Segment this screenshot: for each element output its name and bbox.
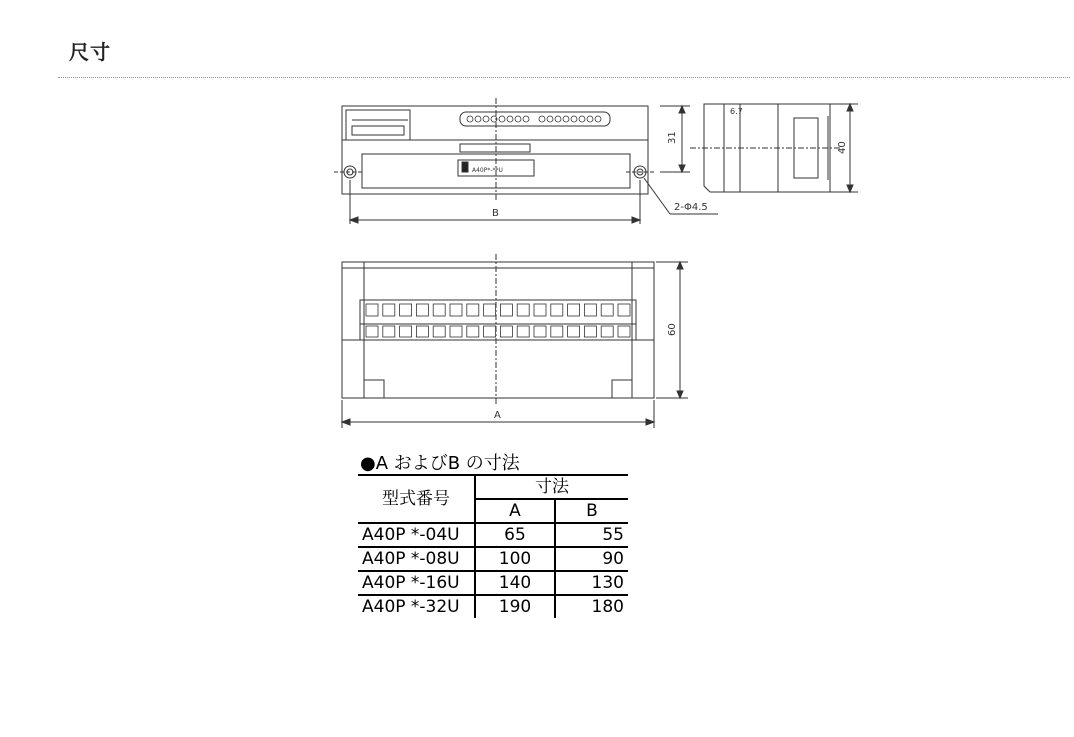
- bottom-view-terminals: [360, 300, 636, 340]
- cell-model: A40P *-16U: [358, 571, 475, 595]
- terminal-screw: [400, 304, 412, 316]
- terminal-screw: [551, 326, 563, 337]
- terminal-screw: [400, 326, 412, 337]
- terminal-screw: [366, 304, 378, 316]
- cell-a: 100: [475, 547, 555, 571]
- terminal-screw: [467, 326, 479, 337]
- dim-40-label: 40: [837, 141, 848, 154]
- terminal-screw: [534, 304, 546, 316]
- table-row: [358, 547, 628, 571]
- dim-hole-label: 2-Φ4.5: [674, 202, 708, 213]
- terminal-screw: [433, 326, 445, 337]
- header-dims: 寸法: [475, 475, 628, 499]
- cell-a: 190: [475, 595, 555, 618]
- dimension-drawing: [330, 96, 870, 440]
- terminal-screw: [618, 304, 630, 316]
- dimension-drawing-svg: [330, 96, 870, 436]
- terminal-screw: [534, 326, 546, 337]
- table-row: [358, 523, 628, 547]
- cell-b: 55: [555, 523, 628, 547]
- terminal-screw: [484, 304, 496, 316]
- cell-model: A40P *-04U: [358, 523, 475, 547]
- dim-31-label: 31: [667, 131, 678, 144]
- terminal-screw: [568, 304, 580, 316]
- terminal-screw: [500, 304, 512, 316]
- cell-b: 180: [591, 597, 624, 617]
- terminal-screw: [568, 326, 580, 337]
- dim-a-label: A: [494, 410, 501, 421]
- header-model: 型式番号: [358, 475, 475, 523]
- cell-b: 90: [555, 547, 628, 571]
- terminal-screw: [517, 326, 529, 337]
- cell-model: A40P *-32U: [358, 595, 475, 618]
- terminal-screw: [416, 304, 428, 316]
- table-row: [358, 571, 628, 595]
- terminal-screw: [366, 326, 378, 337]
- terminal-screw: [450, 304, 462, 316]
- terminal-screw: [500, 326, 512, 337]
- dim-b-label: B: [492, 208, 499, 219]
- part-label: A40P*-**U: [472, 167, 503, 174]
- terminal-screw: [551, 304, 563, 316]
- terminal-screw: [383, 304, 395, 316]
- terminal-screw: [601, 326, 613, 337]
- cell-a: 65: [475, 523, 555, 547]
- cell-a: 140: [475, 571, 555, 595]
- terminal-screw: [433, 304, 445, 316]
- terminal-screw: [584, 304, 596, 316]
- table-caption: ●A およびB の寸法: [360, 453, 520, 474]
- terminal-screw: [517, 304, 529, 316]
- dim-6-7-label: 6.7: [730, 107, 743, 116]
- terminal-screw: [467, 304, 479, 316]
- section-title: 尺寸: [69, 40, 111, 64]
- terminal-screw: [618, 326, 630, 337]
- terminal-screw: [601, 304, 613, 316]
- bottom-view-body: [342, 262, 654, 398]
- dimensions-table: [358, 474, 628, 618]
- header-a: A: [475, 499, 555, 523]
- dim-60-label: 60: [667, 323, 678, 336]
- terminal-screw: [383, 326, 395, 337]
- terminal-screw: [584, 326, 596, 337]
- terminal-screw: [484, 326, 496, 337]
- cell-b: 130: [555, 571, 628, 595]
- terminal-screw: [450, 326, 462, 337]
- table-header-row: [358, 475, 628, 499]
- terminal-screw: [416, 326, 428, 337]
- header-b: B: [555, 499, 628, 523]
- table-row: [358, 595, 628, 618]
- title-divider: [58, 77, 1070, 78]
- top-view-body: [342, 106, 648, 194]
- cell-model: A40P *-08U: [358, 547, 475, 571]
